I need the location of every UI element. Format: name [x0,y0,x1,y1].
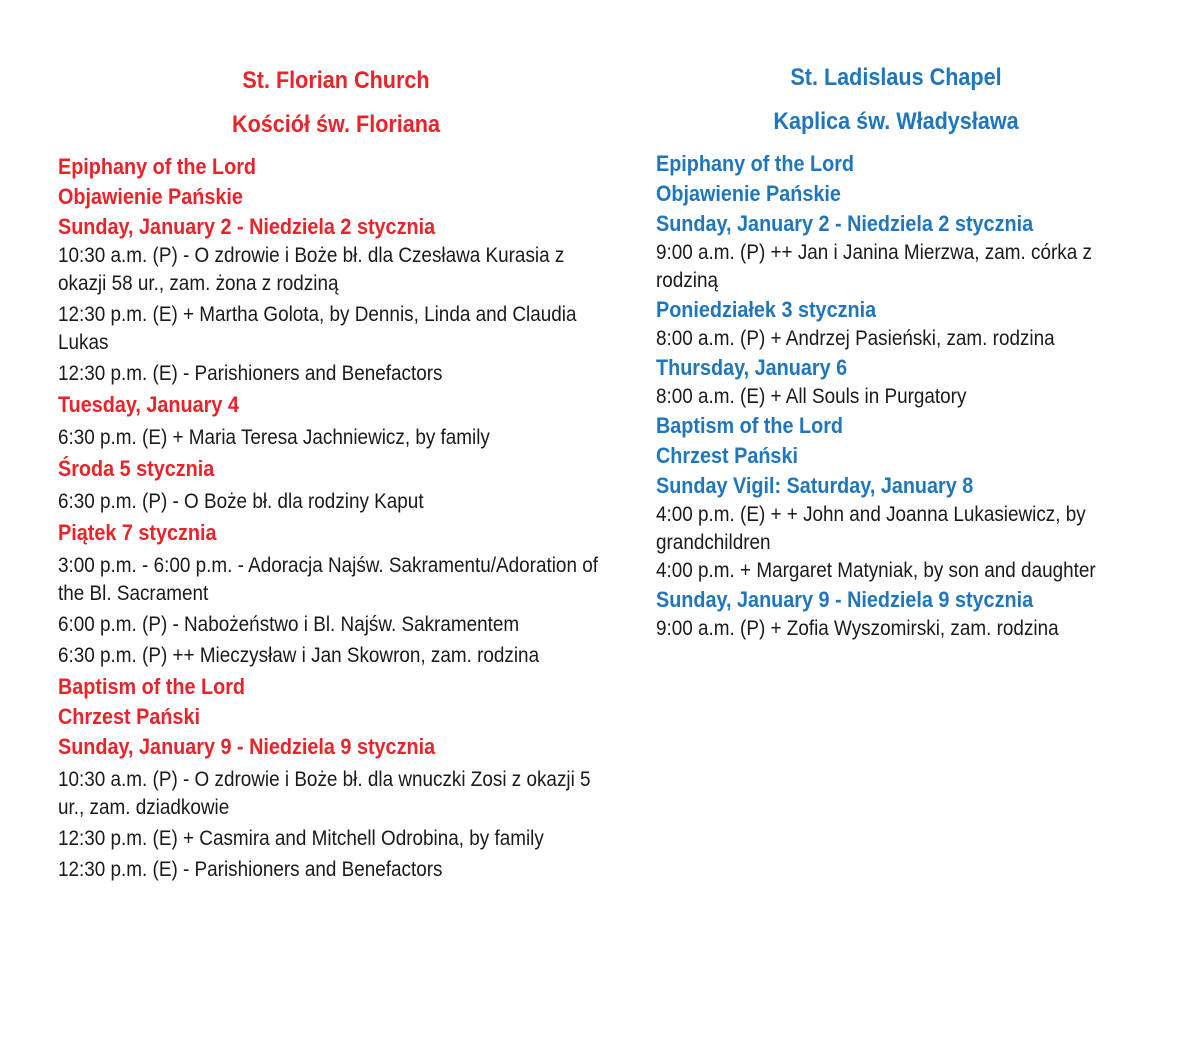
section-heading: Objawienie Pańskie [58,184,243,209]
section-heading: Sunday, January 2 - Niedziela 2 stycznia [656,211,1034,236]
left-title-pl: Kościół św. Floriana [231,111,441,138]
section-heading: Środa 5 stycznia [58,456,215,481]
mass-intention: 3:00 p.m. - 6:00 p.m. - Adoracja Najśw. Sakramentu/Adoration of the Bl. Sacrament [58,554,598,605]
st-ladislaus-column [656,0,1136,643]
mass-intention: 10:30 a.m. (P) - O zdrowie i Boże bł. dla wnuczki Zosi z okazji 5 ur., zam. dziadkowie [58,768,591,819]
right-title-pl: Kaplica św. Władysława [773,108,1019,135]
section-heading: Sunday Vigil: Saturday, January 8 [656,473,974,498]
mass-intention: 12:30 p.m. (E) - Parishioners and Benefactors [58,858,443,881]
mass-intention: 6:00 p.m. (P) - Nabożeństwo i Bl. Najśw. Sakramentem [58,613,520,636]
st-florian-column [58,0,614,884]
left-title-en: St. Florian Church [242,67,430,94]
right-title-en: St. Ladislaus Chapel [790,64,1002,91]
section-heading: Baptism of the Lord [58,674,246,699]
mass-intention: 6:30 p.m. (P) - O Boże bł. dla rodziny Kaput [58,490,424,513]
mass-intention: 8:00 a.m. (P) + Andrzej Pasieński, zam. rodzina [656,327,1055,350]
mass-intention: 6:30 p.m. (E) + Maria Teresa Jachniewicz, by family [58,426,490,449]
mass-intention: 4:00 p.m. + Margaret Matyniak, by son and daughter [656,559,1096,582]
section-heading: Epiphany of the Lord [656,151,854,176]
section-heading: Tuesday, January 4 [58,392,239,417]
left-schedule-list [58,152,614,884]
right-schedule-list [656,149,1136,643]
mass-intention: 6:30 p.m. (P) ++ Mieczysław i Jan Skowron, zam. rodzina [58,644,540,667]
mass-intention: 12:30 p.m. (E) + Casmira and Mitchell Odrobina, by family [58,827,544,850]
section-heading: Objawienie Pańskie [656,181,841,206]
section-heading: Sunday, January 2 - Niedziela 2 stycznia [58,214,436,239]
section-heading: Thursday, January 6 [656,355,848,380]
section-heading: Piątek 7 stycznia [58,520,217,545]
section-heading: Sunday, January 9 - Niedziela 9 stycznia [58,734,436,759]
section-heading: Chrzest Pański [58,704,200,729]
mass-intention: 12:30 p.m. (E) + Martha Golota, by Dennis, Linda and Claudia Lukas [58,303,577,354]
section-heading: Sunday, January 9 - Niedziela 9 stycznia [656,587,1034,612]
mass-intention: 4:00 p.m. (E) + + John and Joanna Lukasiewicz, by grandchildren [656,503,1086,554]
mass-intention: 8:00 a.m. (E) + All Souls in Purgatory [656,385,967,408]
mass-intention: 10:30 a.m. (P) - O zdrowie i Boże bł. dla Czesława Kurasia z okazji 58 ur., zam. żona z rodziną [58,244,565,295]
mass-intention: 9:00 a.m. (P) + Zofia Wyszomirski, zam. rodzina [656,617,1059,640]
mass-intention: 12:30 p.m. (E) - Parishioners and Benefactors [58,362,443,385]
section-heading: Epiphany of the Lord [58,154,256,179]
section-heading: Baptism of the Lord [656,413,844,438]
section-heading: Poniedziałek 3 stycznia [656,297,877,322]
section-heading: Chrzest Pański [656,443,798,468]
mass-intention: 9:00 a.m. (P) ++ Jan i Janina Mierzwa, zam. córka z rodziną [656,241,1092,292]
